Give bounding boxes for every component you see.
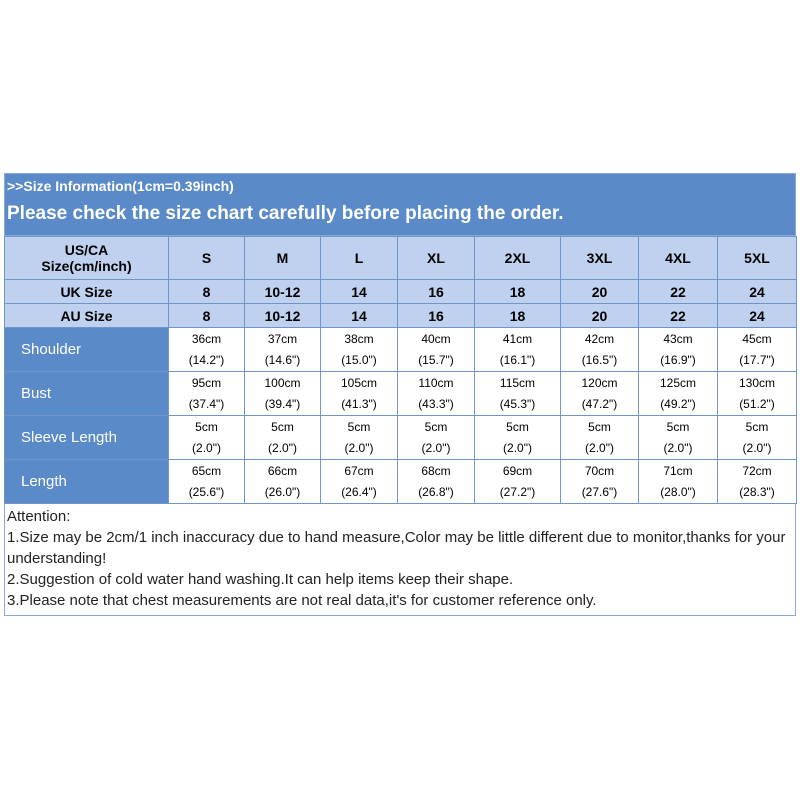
uk-size-cell: 10-12 xyxy=(245,280,321,304)
inch-value: (41.3") xyxy=(341,396,377,411)
size-chart xyxy=(4,173,796,616)
shoulder-cell xyxy=(398,328,475,372)
inch-value: (2.0") xyxy=(344,440,374,455)
size-header-cell: S xyxy=(169,237,245,280)
bust-row xyxy=(5,372,797,416)
inch-value: (15.7") xyxy=(418,352,454,367)
inch-value: (27.6") xyxy=(581,484,618,499)
sleeve-length-cell xyxy=(321,416,398,460)
cm-value: 42cm xyxy=(584,331,615,346)
shoulder-cell xyxy=(561,328,639,372)
cm-value: 71cm xyxy=(663,463,693,478)
uk-size-cell: 22 xyxy=(639,280,718,304)
cm-value: 43cm xyxy=(663,331,693,346)
inch-value: (45.3") xyxy=(499,396,536,411)
cm-value: 100cm xyxy=(264,375,301,390)
cm-value: 69cm xyxy=(502,463,533,478)
shoulder-cell xyxy=(475,328,561,372)
sleeve-length-cell xyxy=(245,416,321,460)
au-size-cell: 24 xyxy=(718,304,797,328)
note-item: 1.Size may be 2cm/1 inch inaccuracy due to hand measure,Color may be little different due to monitor,thanks for your understanding! xyxy=(7,529,786,567)
inch-value: (27.2") xyxy=(499,484,536,499)
inch-value: (49.2") xyxy=(660,396,696,411)
size-header-cell: XL xyxy=(398,237,475,280)
size-header-cell: 5XL xyxy=(718,237,797,280)
bust-cell xyxy=(475,372,561,416)
notes-heading: Attention: xyxy=(7,508,71,525)
inch-value: (2.0") xyxy=(585,440,614,455)
inch-value: (25.6") xyxy=(188,484,225,499)
size-header-cell: L xyxy=(321,237,398,280)
cm-value: 5cm xyxy=(195,419,218,434)
sleeve-length-cell xyxy=(561,416,639,460)
cm-value: 5cm xyxy=(506,419,529,434)
inch-value: (26.4") xyxy=(341,484,377,499)
sleeve-length-label: Sleeve Length xyxy=(5,416,169,460)
bust-cell xyxy=(321,372,398,416)
size-header-label xyxy=(5,237,169,280)
cm-value: 41cm xyxy=(502,331,533,346)
inch-value: (2.0") xyxy=(192,440,221,455)
cm-value: 130cm xyxy=(738,375,776,390)
inch-value: (2.0") xyxy=(268,440,297,455)
inch-value: (47.2") xyxy=(581,396,618,411)
cm-value: 67cm xyxy=(344,463,374,478)
cm-value: 95cm xyxy=(191,375,222,390)
shoulder-cell xyxy=(245,328,321,372)
size-info-banner xyxy=(4,173,796,236)
size-header-cell: 4XL xyxy=(639,237,718,280)
sleeve-length-cell xyxy=(639,416,718,460)
cm-value: 110cm xyxy=(418,375,454,390)
inch-value: (43.3") xyxy=(418,396,454,411)
cm-value: 5cm xyxy=(347,419,371,434)
uk-size-cell: 14 xyxy=(321,280,398,304)
uk-size-cell: 18 xyxy=(475,280,561,304)
inch-value: (17.7") xyxy=(739,352,775,367)
inch-value: (37.4") xyxy=(188,396,225,411)
sleeve-length-row xyxy=(5,416,797,460)
banner-subtitle: Please check the size chart carefully before placing the order. xyxy=(7,203,564,224)
size-header-cell: 2XL xyxy=(475,237,561,280)
length-cell xyxy=(475,460,561,504)
au-size-cell: 8 xyxy=(169,304,245,328)
bust-cell xyxy=(245,372,321,416)
sleeve-length-cell xyxy=(169,416,245,460)
uk-size-cell: 20 xyxy=(561,280,639,304)
length-label: Length xyxy=(5,460,169,504)
cm-value: 66cm xyxy=(267,463,298,478)
cm-value: 5cm xyxy=(745,419,769,434)
shoulder-label: Shoulder xyxy=(5,328,169,372)
shoulder-cell xyxy=(169,328,245,372)
bust-cell xyxy=(561,372,639,416)
inch-value: (14.2") xyxy=(188,352,225,367)
size-header-line2: Size(cm/inch) xyxy=(41,258,132,274)
sleeve-length-cell xyxy=(718,416,797,460)
inch-value: (2.0") xyxy=(663,440,693,455)
bust-label: Bust xyxy=(5,372,169,416)
cm-value: 5cm xyxy=(588,419,611,434)
cm-value: 72cm xyxy=(742,463,772,478)
cm-value: 36cm xyxy=(191,331,222,346)
au-size-cell: 14 xyxy=(321,304,398,328)
attention-notes xyxy=(4,504,796,616)
note-item: 2.Suggestion of cold water hand washing.It can help items keep their shape. xyxy=(7,571,514,588)
cm-value: 105cm xyxy=(340,375,378,390)
cm-value: 5cm xyxy=(424,419,448,434)
size-header-line1: US/CA xyxy=(64,242,109,258)
au-size-label: AU Size xyxy=(5,304,169,328)
inch-value: (28.0") xyxy=(660,484,696,499)
inch-value: (16.9") xyxy=(660,352,696,367)
length-cell xyxy=(245,460,321,504)
inch-value: (15.0") xyxy=(341,352,377,367)
inch-value: (26.8") xyxy=(418,484,454,499)
cm-value: 5cm xyxy=(666,419,690,434)
length-row xyxy=(5,460,797,504)
au-size-cell: 20 xyxy=(561,304,639,328)
au-size-cell: 18 xyxy=(475,304,561,328)
inch-value: (16.5") xyxy=(581,352,618,367)
cm-value: 70cm xyxy=(584,463,615,478)
note-item: 3.Please note that chest measurements are not real data,it's for customer reference only. xyxy=(7,592,597,609)
shoulder-cell xyxy=(321,328,398,372)
uk-size-row xyxy=(5,280,797,304)
cm-value: 65cm xyxy=(191,463,222,478)
au-size-row xyxy=(5,304,797,328)
shoulder-row xyxy=(5,328,797,372)
uk-size-label: UK Size xyxy=(5,280,169,304)
banner-title: >>Size Information(1cm=0.39inch) xyxy=(7,178,234,194)
bust-cell xyxy=(398,372,475,416)
sleeve-length-cell xyxy=(398,416,475,460)
size-header-cell: M xyxy=(245,237,321,280)
length-cell xyxy=(169,460,245,504)
length-cell xyxy=(398,460,475,504)
size-header-cell: 3XL xyxy=(561,237,639,280)
shoulder-cell xyxy=(718,328,797,372)
sleeve-length-cell xyxy=(475,416,561,460)
length-cell xyxy=(321,460,398,504)
length-cell xyxy=(639,460,718,504)
inch-value: (51.2") xyxy=(739,396,775,411)
cm-value: 5cm xyxy=(271,419,294,434)
cm-value: 125cm xyxy=(659,375,697,390)
cm-value: 45cm xyxy=(742,331,772,346)
cm-value: 38cm xyxy=(344,331,374,346)
bust-cell xyxy=(639,372,718,416)
inch-value: (28.3") xyxy=(739,484,775,499)
cm-value: 115cm xyxy=(499,375,536,390)
inch-value: (26.0") xyxy=(264,484,301,499)
header-row xyxy=(5,237,797,280)
cm-value: 37cm xyxy=(267,331,298,346)
au-size-cell: 10-12 xyxy=(245,304,321,328)
au-size-cell: 16 xyxy=(398,304,475,328)
bust-cell xyxy=(169,372,245,416)
cm-value: 68cm xyxy=(421,463,451,478)
inch-value: (2.0") xyxy=(742,440,772,455)
cm-value: 40cm xyxy=(421,331,451,346)
uk-size-cell: 16 xyxy=(398,280,475,304)
au-size-cell: 22 xyxy=(639,304,718,328)
inch-value: (16.1") xyxy=(499,352,536,367)
inch-value: (14.6") xyxy=(264,352,301,367)
length-cell xyxy=(718,460,797,504)
cm-value: 120cm xyxy=(581,375,618,390)
bust-cell xyxy=(718,372,797,416)
shoulder-cell xyxy=(639,328,718,372)
uk-size-cell: 8 xyxy=(169,280,245,304)
length-cell xyxy=(561,460,639,504)
inch-value: (2.0") xyxy=(503,440,532,455)
inch-value: (39.4") xyxy=(264,396,301,411)
uk-size-cell: 24 xyxy=(718,280,797,304)
inch-value: (2.0") xyxy=(421,440,451,455)
size-table xyxy=(4,236,797,504)
